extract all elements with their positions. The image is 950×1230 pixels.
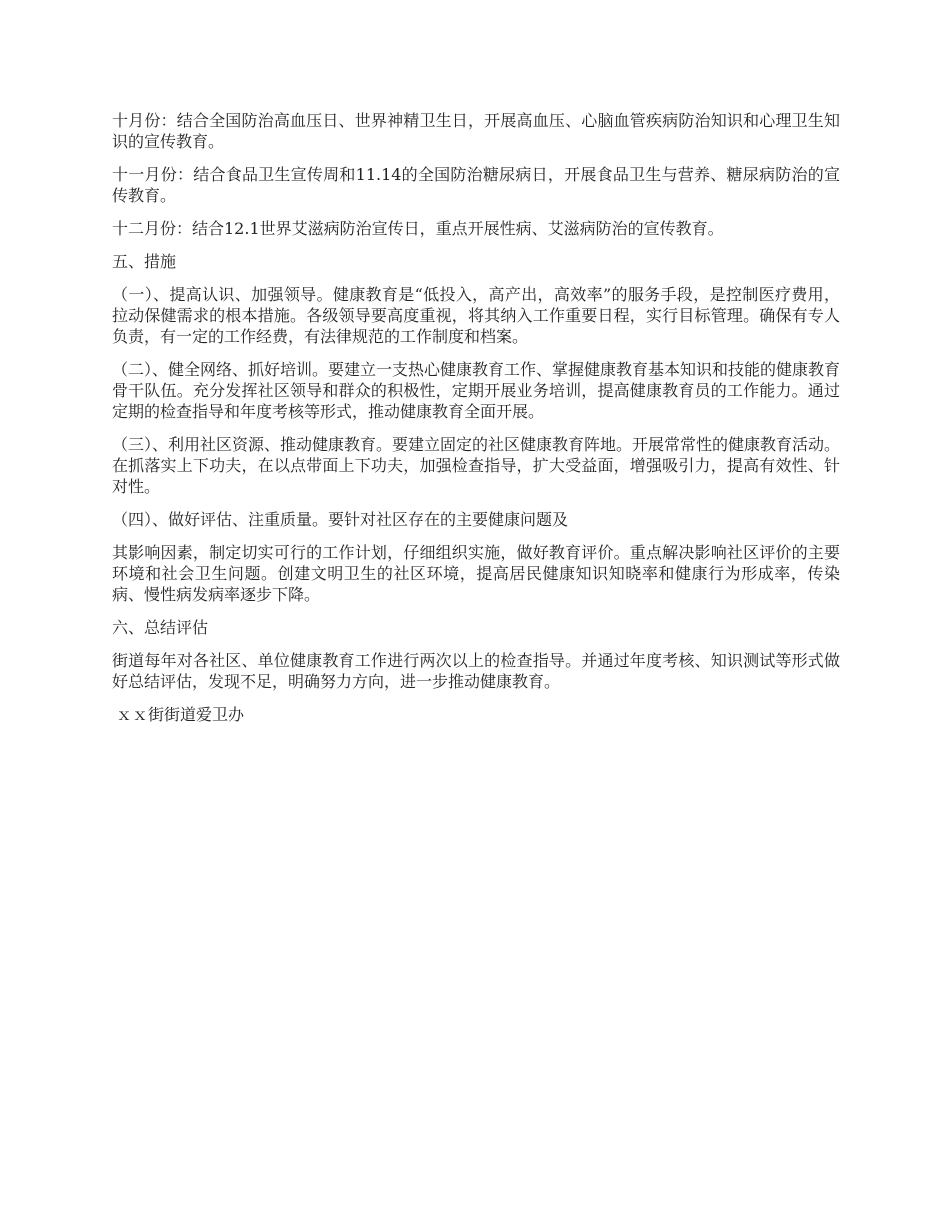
paragraph-measure-3: （三）、利用社区资源、推动健康教育。要建立固定的社区健康教育阵地。开展常常性的健康教育活动。在抓落实上下功夫，在以点带面上下功夫，加强检查指导，扩大受益面，增强吸引力，提高有效性、针对性。 <box>112 435 841 496</box>
paragraph-november: 十一月份：结合食品卫生宣传周和11.14的全国防治糖尿病日，开展食品卫生与营养、糖尿病防治的宣传教育。 <box>112 165 840 205</box>
paragraph-december: 十二月份：结合12.1世界艾滋病防治宣传日，重点开展性病、艾滋病防治的宣传教育。 <box>112 219 724 238</box>
section-heading-summary: 六、总结评估 <box>112 618 209 637</box>
paragraph-october: 十月份：结合全国防治高血压日、世界神精卫生日，开展高血压、心脑血管疾病防治知识和心理卫生知识的宣传教育。 <box>112 111 840 151</box>
paragraph-measure-4: （四）、做好评估、注重质量。要针对社区存在的主要健康问题及 <box>112 510 569 529</box>
paragraph-measure-4-continued: 其影响因素，制定切实可行的工作计划，仔细组织实施，做好教育评价。重点解决影响社区评价的主要环境和社会卫生问题。创建文明卫生的社区环境，提高居民健康知识知晓率和健康行为形成率，传染病、慢性病发病率逐步下降。 <box>112 543 840 604</box>
document-page <box>112 110 840 725</box>
paragraph-measure-2: （二）、健全网络、抓好培训。要建立一支热心健康教育工作、掌握健康教育基本知识和技能的健康教育骨干队伍。充分发挥社区领导和群众的积极性，定期开展业务培训，提高健康教育员的工作能力。通过定期的检查指导和年度考核等形式，推动健康教育全面开展。 <box>112 360 841 421</box>
paragraph-measure-1: （一）、提高认识、加强领导。健康教育是“低投入，高产出，高效率”的服务手段，是控制医疗费用，拉动保健需求的根本措施。各级领导要高度重视，将其纳入工作重要日程，实行目标管理。确保有专人负责，有一定的工作经费，有法律规范的工作制度和档案。 <box>112 285 840 346</box>
signature: ｘｘ街街道爱卫办 <box>116 705 245 724</box>
section-heading-measures: 五、措施 <box>112 252 177 271</box>
paragraph-summary: 街道每年对各社区、单位健康教育工作进行两次以上的检查指导。并通过年度考核、知识测试等形式做好总结评估，发现不足，明确努力方向，进一步推动健康教育。 <box>112 651 840 691</box>
